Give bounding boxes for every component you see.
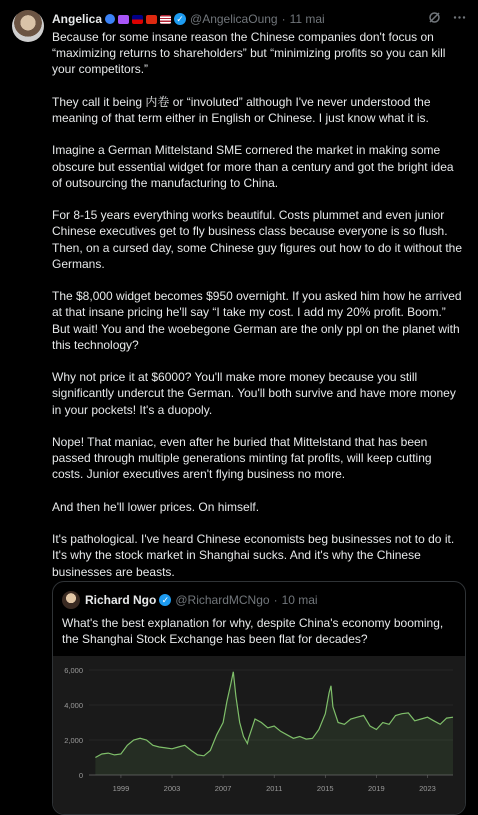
x-tick-label: 1999 [112,784,130,793]
grok-icon[interactable] [428,11,441,27]
x-tick-label: 2011 [266,784,283,793]
tweet-actions [428,11,466,27]
tweet-paragraph: Why not price it at $6000? You'll make more money because you still significantly undercut the German. You'll both survive and have more money in your pockets! It's a duopoly. [52,370,456,417]
x-tick-label: 2019 [368,784,385,793]
tweet-paragraph: Nope! That maniac, even after he buried that Mittelstand that has been passed through multiple generations minting fat profits, will keep cutting costs. Junior executives aren't flying business no more. [52,434,432,482]
taiwan-flag-icon [132,15,143,24]
x-tick-label: 2023 [419,784,436,793]
y-tick-label: 2,000 [64,736,83,745]
globe-icon [105,14,115,24]
verified-icon: ✓ [159,594,171,606]
chart-image[interactable] [53,656,465,814]
quoted-date: 10 mai [281,593,318,607]
avatar[interactable] [12,10,44,42]
separator-dot: · [273,593,278,607]
x-tick-label: 2003 [163,784,181,793]
quoted-author-handle: @RichardMCNgo [175,593,270,607]
y-tick-label: 4,000 [64,701,83,710]
tweet-paragraph: Imagine a German Mittelstand SME cornered the market in making some obscure but essential widget for more than a century and got the bright idea of outsourcing the manufacturing to China. [52,143,454,190]
chart [53,656,465,814]
author-handle[interactable]: @AngelicaOung [190,12,278,26]
x-tick-label: 2015 [316,784,334,793]
x-tick-label: 2007 [214,784,232,793]
separator-dot: · [281,12,286,26]
quoted-tweet-text: What's the best explanation for why, despite China's economy booming, the Shanghai Stock Exchange has been flat for decades? [62,616,444,647]
quoted-author-name: Richard Ngo [85,593,157,607]
verified-icon: ✓ [174,13,186,25]
y-tick-label: 6,000 [64,666,83,675]
tweet-paragraph: For 8-15 years everything works beautiful. Costs plummet and even junior Chinese executives get to fly business class because everyone is so flush. Then, on a cursed day, some Chinese guy figures out how to do it without the Germans. [52,208,463,271]
y-tick-label: 0 [78,771,83,780]
more-options-icon[interactable] [453,11,466,27]
us-flag-icon [160,15,171,24]
tweet-text [52,29,464,596]
tweet-paragraph: Because for some insane reason the Chinese companies don't focus on “maximizing returns to shareholders” but “minimizing profits so you can kill your competitors.” [52,30,446,77]
tweet-date[interactable]: 11 mai [289,12,325,26]
atom-icon [118,15,129,24]
quoted-tweet-header [62,591,456,609]
quoted-avatar [62,591,80,609]
tweet-paragraph: It's pathological. I've heard Chinese economists beg businesses not to do it. It's why the stock market in Shanghai sucks. And it's why the Chinese businesses are beasts. [52,532,455,579]
tweet-paragraph: The $8,000 widget becomes $950 overnight. If you asked him how he arrived at that insane pricing he'll say “I take my cost. I add my 20% profit. Boom.” But wait! You and the woebegone German are the only ppl on the planet with this technology? [52,289,462,352]
quoted-tweet[interactable] [52,581,466,815]
tweet-paragraph: They call it being 内卷 or “involuted” although I've never understood the meaning of that term either in English or Chinese. I just know what it is. [52,94,431,125]
series-area [95,672,453,775]
tweet-header [52,10,466,28]
tweet-paragraph: And then he'll lower prices. On himself. [52,499,260,514]
china-flag-icon [146,15,157,24]
author-name[interactable]: Angelica [52,12,103,26]
